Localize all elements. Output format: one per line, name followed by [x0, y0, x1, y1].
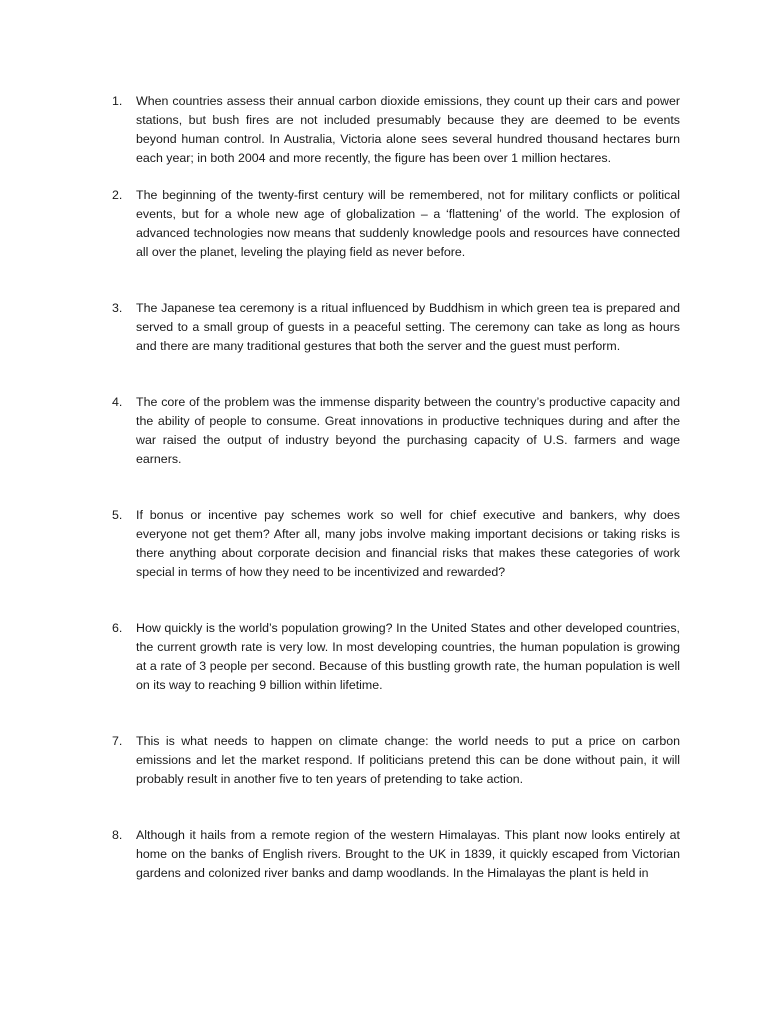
item-text: If bonus or incentive pay schemes work so well for chief executive and bankers, why does everyone not get them? After all, many jobs involve making important decisions or taking risks is there anything about corporate decision and financial risks that makes these categories of work special in terms of how they need to be incentivized and rewarded? [136, 508, 680, 579]
item-text: Although it hails from a remote region of the western Himalayas. This plant now looks entirely at home on the banks of English rivers. Brought to the UK in 1839, it quickly escaped from Victorian gardens and colonized river banks and damp woodlands. In the Himalayas the plant is held in [136, 828, 680, 880]
item-number: 8. [112, 828, 123, 842]
list-item [108, 732, 680, 789]
item-number: 3. [112, 301, 123, 315]
item-text: This is what needs to happen on climate change: the world needs to put a price on carbon emissions and let the market respond. If politicians pretend this can be done without pain, it will probably result in another five to ten years of pretending to take action. [136, 734, 680, 786]
item-number: 6. [112, 621, 123, 635]
item-number: 4. [112, 395, 123, 409]
item-number: 7. [112, 734, 123, 748]
item-text: The Japanese tea ceremony is a ritual influenced by Buddhism in which green tea is prepared and served to a small group of guests in a peaceful setting. The ceremony can take as long as hours and there are many traditional gestures that both the server and the guest must perform. [136, 301, 680, 353]
item-text: How quickly is the world’s population growing? In the United States and other developed countries, the current growth rate is very low. In most developing countries, the human population is growing at a rate of 3 people per second. Because of this bustling growth rate, the human population is well on its way to reaching 9 billion within lifetime. [136, 621, 680, 692]
list-item [108, 299, 680, 356]
list-item [108, 826, 680, 883]
item-number: 2. [112, 188, 123, 202]
item-number: 5. [112, 508, 123, 522]
item-text: The core of the problem was the immense disparity between the country’s productive capacity and the ability of people to consume. Great innovations in productive techniques during and after the war raised the output of industry beyond the purchasing capacity of U.S. farmers and wage earners. [136, 395, 680, 466]
list-item [108, 619, 680, 695]
list-item [108, 92, 680, 168]
list-item [108, 393, 680, 469]
item-number: 1. [112, 94, 123, 108]
item-text: When countries assess their annual carbon dioxide emissions, they count up their cars and power stations, but bush fires are not included presumably because they are deemed to be events beyond human control. In Australia, Victoria alone sees several hundred thousand hectares burn each year; in both 2004 and more recently, the figure has been over 1 million hectares. [136, 94, 680, 165]
numbered-paragraph-list [108, 92, 680, 883]
list-item [108, 186, 680, 262]
list-item [108, 506, 680, 582]
item-text: The beginning of the twenty-first century will be remembered, not for military conflicts or political events, but for a whole new age of globalization – a ‘flattening’ of the world. The explosion of advanced technologies now means that suddenly knowledge pools and resources have connected all over the planet, leveling the playing field as never before. [136, 188, 680, 259]
